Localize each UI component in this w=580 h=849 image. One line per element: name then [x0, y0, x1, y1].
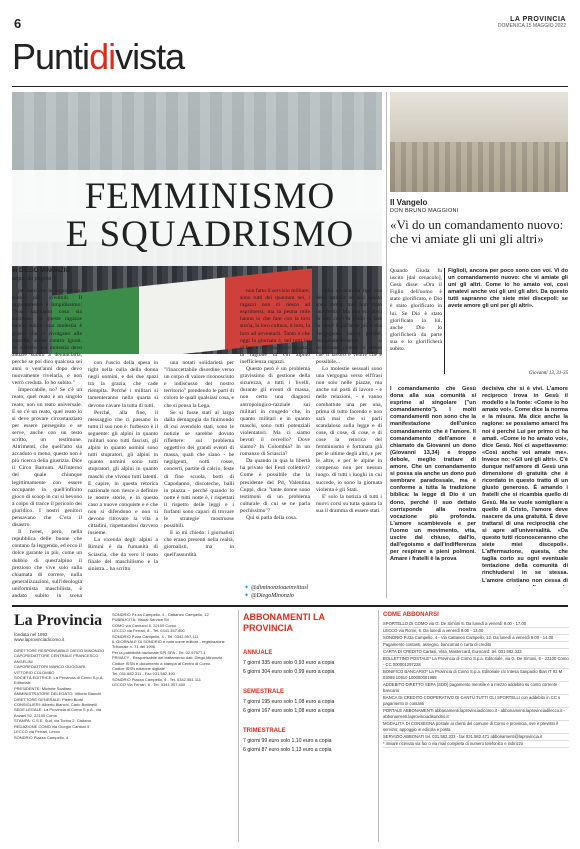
- article-paragraph: con l'uscio della spesa in tight nella culla della donna negli uomini, e dei due spazi tra la grazia, che cade riempita. Perché i militari si lamenteranno nella quarta si devono cavare la tutta di tutti.: [88, 360, 158, 409]
- footer-separator: [378, 610, 379, 842]
- author-signature: [244, 584, 308, 600]
- section-title: [12, 36, 184, 78]
- how-to-subscribe-title: COME ABBONARSI: [383, 612, 439, 618]
- signature-handle-2: @DiegoMinonzio: [251, 593, 294, 599]
- vangelo-author: DON BRUNO MAGGIONI: [390, 208, 459, 214]
- issue-date: DOMENICA 15 MAGGIO 2022: [497, 23, 566, 29]
- founded-year: fondata nel 1892: [14, 632, 48, 637]
- website-link[interactable]: www.laprovinciadicomo.it: [14, 637, 65, 642]
- list-item: ADDEBITO DIRETTO SEPA (SDD) pagamento mensile e a mezzo addebito su conto corrente bancario: [383, 682, 569, 695]
- vangelo-commentary-1: I comandamento che Gesù dona alla sua comunità si esprime al singolare ("un comandamento"). I molti comandamenti non sono che la manifestazione dell'unico comandamento che è l'amore. Il comandamento dell'amore è chiamato da Giovanni un dono (Giovanni 13,34) e troppo debole, meglio trattare di amore. Che un comandamento si possa sia anche un dono può sembrare paradossale, ma è conforme a tutta la tradizione biblica: la legge di Dio è un dono, perché il suo dettato corrisponde alla nostra vocazione più profonda. L'amore scambievole e per l'uomo un movimento, vita, uscire dal chiuso, dall'Io, dall'egoismo e dall'indifferenza per respirare a pieni polmoni. Amare i fratelli è la prova: [390, 386, 476, 563]
- vangelo-title: «Vi do un comandamento nuovo: che vi amiate gli uni gli altri»: [390, 217, 564, 246]
- page-number: 6: [14, 16, 22, 31]
- masthead-mini: [498, 16, 566, 29]
- list-item: BOLLETTINO POSTALE* La Provincia di Como S.p.a. Editoriale, via G. De Simoni, 6 - 22100 Como - CC 000001297228: [383, 656, 569, 667]
- subscriptions-title: ABBONAMENTI LA PROVINCIA: [243, 612, 325, 633]
- colophon-left: DIRETTORE RESPONSABILE DIEGO MINONZIO CAPOREDATTORE CENTRALE FRANCESCO ANGELINI CAPOREDATTORI MARCO GUGGIARI, VITTORIO COLOMBO SOCIETÀ EDITRICE: La Provincia di Como S.p.A. Editoriale PRESIDENTE: Michele Scalfaro AMMINISTRATORE DELEGATO: Vittorio Bianchi DIRETTORE GENERALE: Pietro Borsi CONSIGLIERI: Alberto Bianchi, Carlo Bottinelli SEDE LEGALE: La Provincia di Como S.p.A., via Anzani 52, 22100 Como STAMPA: C.S.E. Sud, via Torino 2, Cisliano REDAZIONE COMO via Giorgio Cantoni 5 LECCO via Ferrari, Lecco SONDRIO Piazza Campello, 4: [14, 648, 105, 740]
- paper-name: LA PROVINCIA: [510, 16, 566, 23]
- article-column-4: [164, 360, 234, 598]
- twitter-icon: ✦: [244, 593, 250, 599]
- footer-rule: [12, 605, 568, 607]
- vangelo-quote: Figlioli, ancora per poco sono con voi. Vi do un comandamento nuovo: che vi amiate gli uni gli altri. Come io ho amato voi, così amatevi anche voi gli uni gli altri. Da questo tutti sapranno che siete miei discepoli: se avete amore gli uni per gli altri».: [448, 268, 568, 310]
- list-item: LECCO via Rome, 6. Da lunedì a venerdì 9.00 - 13.00: [383, 628, 569, 635]
- section-title-part1: Punti: [12, 36, 90, 77]
- article-paragraph: non fatto il servizio militare, sono tutti dei quantum nei, i ragazzi non ci riesco ad esprimersi, ma la penna mile hanno io che fare con la loro storia, la loro cultura, il loro, la loro ad avventarli. Tanto è che oggi la giornata è, nel tutti lui ci fare e un cosa i loro ragazzi, la ragione di cui alpino inefficienza ragazzi.: [240, 288, 310, 365]
- article-paragraph: Perché, alla fine, il messaggio che ci passano in tutto il suo non è: furbesco è il seguente: gli alpini in quanto militari sono tutti fascisti, gli alpini in quanto uomini sono tutti stupratori, gli alpini in quanto uomini sono tutti stupratori, gli alpini in quanto maschi che vivono tutti latenti. E capire, in questa retorica nazionale non riesce a definire le nostre storie, e in questo caso a nuove conquiste e e che non si difendono e non si devono ritrovare la vita a cittadini, rispettandosi davvero insieme.: [88, 409, 158, 537]
- footer-separator: [238, 610, 239, 842]
- article-paragraph: per farsi che le segnalazioni siano più credibili. Il ragionamento è limpidissimo: "Non sappiamo cosa sia successo. Se queste ragazze hanno subito una molestia è giusto che ci rivolgano alle autorità, anche contro ignoti. Se subisco una molestia devo andare subito a denunciarla, perché se poi dico qualcosa sei anni o vent'anni dopo devo nuovamente rivelarla, e non verrò creduta. Io ho subito.": [12, 288, 82, 387]
- subscription-row: 6 giorni 167 euro solo 1,08 euro a copia: [243, 708, 335, 714]
- list-item: CARTA DI CREDITO Cartasi, Visa, Mastercard, Eurocard: tel. 031.582.333: [383, 649, 569, 656]
- section-title-part2: di: [89, 36, 116, 77]
- signature-line-2: [244, 592, 308, 600]
- list-item: SPORTELLO DI COMO via G. De Simoni 6. Da lunedì a venerdì 9.00 - 17.00: [383, 621, 569, 628]
- article-column-5: [316, 288, 382, 580]
- article-paragraph: Il tweet, però, nella repubblica delle buone che contano fa leggendo, ed ecco il dolce garante in più, come un dubbio di quest'alpino il prezioso che vive solo sulla chiamata di correre, nulla generalizzazioni, sull'ideologia uniformista maschilista, è andato subito in scena: [12, 529, 82, 598]
- colophon-right: SONDRIO Pz.za Campello, 4 - Cattaneo Campello, 12 PUBBLICITÀ: Visual Service Srl COMO via Carducci 5, 22100 Como LECCO via Ferrari, 8 - Tel. 0341.357.400 SONDRIO P.zza Campello, 4 - Tel. 0342.557.111 IL GIORNALE DI SONDRIO è nato come editore - registrazione Tribunale n. 71 del 1996 Per la pubblicità nazionale SPI SPA - Tel. 02.57577.1 PRIVACY - Responsabile del trattamento dati: Diego Minonzio Codice ISSN e documento a stampa al Centro di Como Codice ISSN edizione digitale Tel. 031.582.311 - Fax 031.582.490 SONDRIO Piazza Campello, 4 - Tel. 0342.551.111 LECCO Via Ferrari, 8 - Tel. 0341.357.400: [112, 612, 225, 688]
- article-paragraph: una notati solidarietà per "l'inaccettabile disordine verso un corpo di valore riconosciuto e indiscusso del nostro territorio" prendendo le parti di coloro le quali qualsiasi cosa, e che si pensa la Lega.: [164, 360, 234, 409]
- founded-text: [14, 632, 64, 642]
- article-paragraph: Da quando in qua la libertà ha privato dei Festi collettivi? Come è possibile che la presidente del Pd, Valentina Cuppi, dica "tante donne sono testimoni di un problema culturale di cui se ne parla pochissimo"?: [240, 458, 310, 514]
- vangelo-heading: Il Vangelo: [390, 198, 428, 207]
- article-column-1: [12, 288, 82, 598]
- list-item: MODALITÀ DI CONSEGNA postale ai clienti del comune di Como e provincia, ove è previsto il servizio; appoggio in edicola e posta: [383, 721, 569, 734]
- list-item: SONDRIO P.zza Campello, 4 - Via Cattaneo Campello, 12. Da lunedì a venerdì 9.00 - 14.00: [383, 635, 569, 642]
- subscription-row: 7 giorni 195 euro solo 1,08 euro a copia: [243, 699, 335, 705]
- column-separator: [386, 92, 387, 598]
- subscription-row: 7 giorni 99 euro solo 1,10 euro a copia: [243, 738, 332, 744]
- article-paragraph: Lo molestie sessuali sono una vergogna verso ell'frasi non solo nelle piazze, ma anche sui posti di lavoro - e nelle relazioni, - e vanno combattute una per una, prima di tutto facendo e non sarà mai che si parli scandaloso sulla legge e di cose, di cose, di cose, e di cose la retorica del femminismo è fortunata già per le ultime degli altri, e per le altre, e per le alpine in compenso non per nessun luogo. di tutti i luoghi in cui succede, io sono la giornata violenta è gli Stati.: [316, 366, 382, 493]
- list-item[interactable]: PORTALE ABBONAMENTI abbonamenti.laprovinciadicomo.it - abbonamenti.laprovinciadilecco.it - abbonamenti.laprovinciadisondrio.it: [383, 708, 569, 721]
- subscription-row: 7 giorni 335 euro solo 0,93 euro a copia: [243, 660, 335, 666]
- article-paragraph: Impeccabile, no? Se c'è un reato, quel reato è un singolo reato, non un reato universale. E se c'è un reato, quel reato lo si deve provare circostanziato per essere perseguito e se serve, anche con un testo scritto, un testimone. Altrimenti, che quell'atto sia accaduto o meno, questo non è più ricerca della giustizia. Dice il Circo Barnum. All'interno del quale chiunque legittimamente con essere occupante in quell'infinito gioco di scoop in cui si bevono a colpo di tracce il pericolo dei giuridico. I nostri genitori pensavano che C'era il disastro.: [12, 387, 82, 529]
- footer-logo: La Provincia: [14, 612, 103, 629]
- subscription-row: 6 giorni 87 euro solo 1,13 euro a copia: [243, 747, 332, 753]
- article-paragraph: E' solo la notizia di tutti i nuovi corsi su tutta quanta la sua il dramma di essere stati.: [316, 493, 382, 514]
- list-item: BANCA DI CREDITO COOPERATIVO DI CANTÙ TUTTI GLI SPORTELLI con addebito in CC o pagamento in contanti: [383, 695, 569, 708]
- headline-line1: FEMMINISMO: [84, 176, 336, 217]
- list-item: * inviare ricevuta via fax o via mail completa di numero telefonico e indirizzo: [383, 741, 569, 748]
- vangelo-intro-text: Quando Giuda fu uscito [dal cenacolo], Gesù disse: «Ora il Figlio dell'uomo è stato glorificato, e Dio è stato glorificato in lui. Se Dio è stato glorificato in lui, anche Dio lo glorificherà da parte sua e lo glorificherà subito.: [390, 268, 442, 353]
- list-item: SERVIZIO ABBONATI tel. 031.582.333 - fax 031.582.471 abbonamenti@laprovincia.it: [383, 734, 569, 741]
- article-continue: segue da pagina 1: [12, 276, 56, 282]
- signature-line-1: [244, 584, 308, 592]
- article-column-3: [88, 360, 158, 598]
- semestrale-label: SEMESTRALE: [243, 689, 285, 695]
- article-paragraph: E io mi chiedo: i giornalisti che erano presenti nella realtà, giornalisti, ma in quell'assurdità.: [164, 530, 234, 558]
- annuale-label: ANNUALE: [243, 650, 273, 656]
- article-column-2: [240, 288, 310, 580]
- article-headline: [60, 178, 360, 254]
- article-paragraph: volta ad autorità tipo una delle intitola ad uno spirito sono avere, mai non stato una ferita? Ma non era dieci in tutti corri in grado di fare in mod? E parlarne più è una vergognosa nuova perché, indipendentemente si ricordasse, perché lo stesso che il lavoro è venire che è possibile...: [316, 288, 382, 365]
- article-paragraph: La vicenda degli alpini a Rimini è da l'umanità di Sciascia, che da vero il reato finale del maschilismo e la sinistra... ha scritto: [88, 537, 158, 572]
- headline-line2: E SQUADRISMO: [65, 214, 355, 255]
- list-item: BONIFICO BANCARIO* La Provincia di Como S.p.a. Editoriale c/c Intesa Sanpaolo Iban IT 93 M 03069 10910 100000001968: [383, 669, 569, 682]
- vangelo-photo: [390, 92, 568, 192]
- article-byline: di DIEGO MINONZIO: [12, 268, 70, 274]
- vangelo-reference: Giovanni 13, 31-35: [528, 371, 568, 376]
- trimestrale-label: TRIMESTRALE: [243, 728, 286, 734]
- article-paragraph: Se si fosse stati al largo dalla demagogia da finimondo di cui avendolo stati, sono le notizie se sarebbe dovuto riflettere: sul problema oggettivo dei grandi eventi di massa, quali che siano - be negligenti, notti rosse, concerti, partite di calcio, feste di fine scuola, botti di Capodanno, discoteche, balli in piazza - perché quando lo notte è tutti notte è, i rispettati il rispetto delle leggi e i furfanti sono capaci di trovare le strategie mostruose possibili.: [164, 409, 234, 530]
- list-item: Pagamento contanti, assegno, bancomat o carta di credito: [383, 642, 569, 649]
- twitter-icon: ✦: [244, 585, 250, 591]
- photo-texture: [390, 142, 568, 192]
- section-title-part3: vista: [115, 36, 185, 77]
- quote-rule: [444, 268, 445, 374]
- subscription-row: 6 giorni 304 euro solo 0,99 euro a copia: [243, 669, 335, 675]
- how-to-subscribe-list: [383, 621, 569, 748]
- vangelo-commentary-2: decisiva che si è vivi. L'amore reciproco trova in Gesù il modello e la fonte: «Come io ho amato voi». Come dice la norma e la misura. Ma dice anche la ragione: se possiamo amarci fra noi è perché Lui per primo ci ha amati. «Come io ho amato voi», dice Gesù. Noi ci aspettavamo: «Così anche voi amate me». Invece no: «Gli uni gli altri». C'è dunque nell'amore di Gesù una dimensione di gratuità che è ricordato in questo tratto di un giusto generoso. È amando i fratelli che si ricambia quello di Gesù. Ma se vuole somigliare a quello di Cristo, l'amore deve nascere da una gratuità. È deve trattarsi di una reciprocità che si apre all'universalità. «Da questo tutti riconosceranno che siete miei discepoli». L'affermazione, questa, che taglia corto su ogni eventuale tentazione della comunità di rinchiudersi in se stessa. L'amore cristiano non cessa di: [482, 386, 568, 584]
- article-paragraph: Questo però è un problema gravissimo di gestione della sicurezza, a tutti i livelli, durante gli eventi di massa, non certo una diagnosi antropologico-razziale sui militari in congedo che, in quanto militari e in quanto maschi, sono tutti potenziali violentatori. Ma ci siamo bevuti il cervello? Dove siamo? In Colombia? In un romanzo di Sciascia?: [240, 366, 310, 458]
- signature-handle-1: @diminonzioaeinvittusl: [251, 585, 309, 591]
- header-rule: [12, 86, 568, 87]
- article-paragraph: Qui si parla della cosa.: [246, 515, 298, 521]
